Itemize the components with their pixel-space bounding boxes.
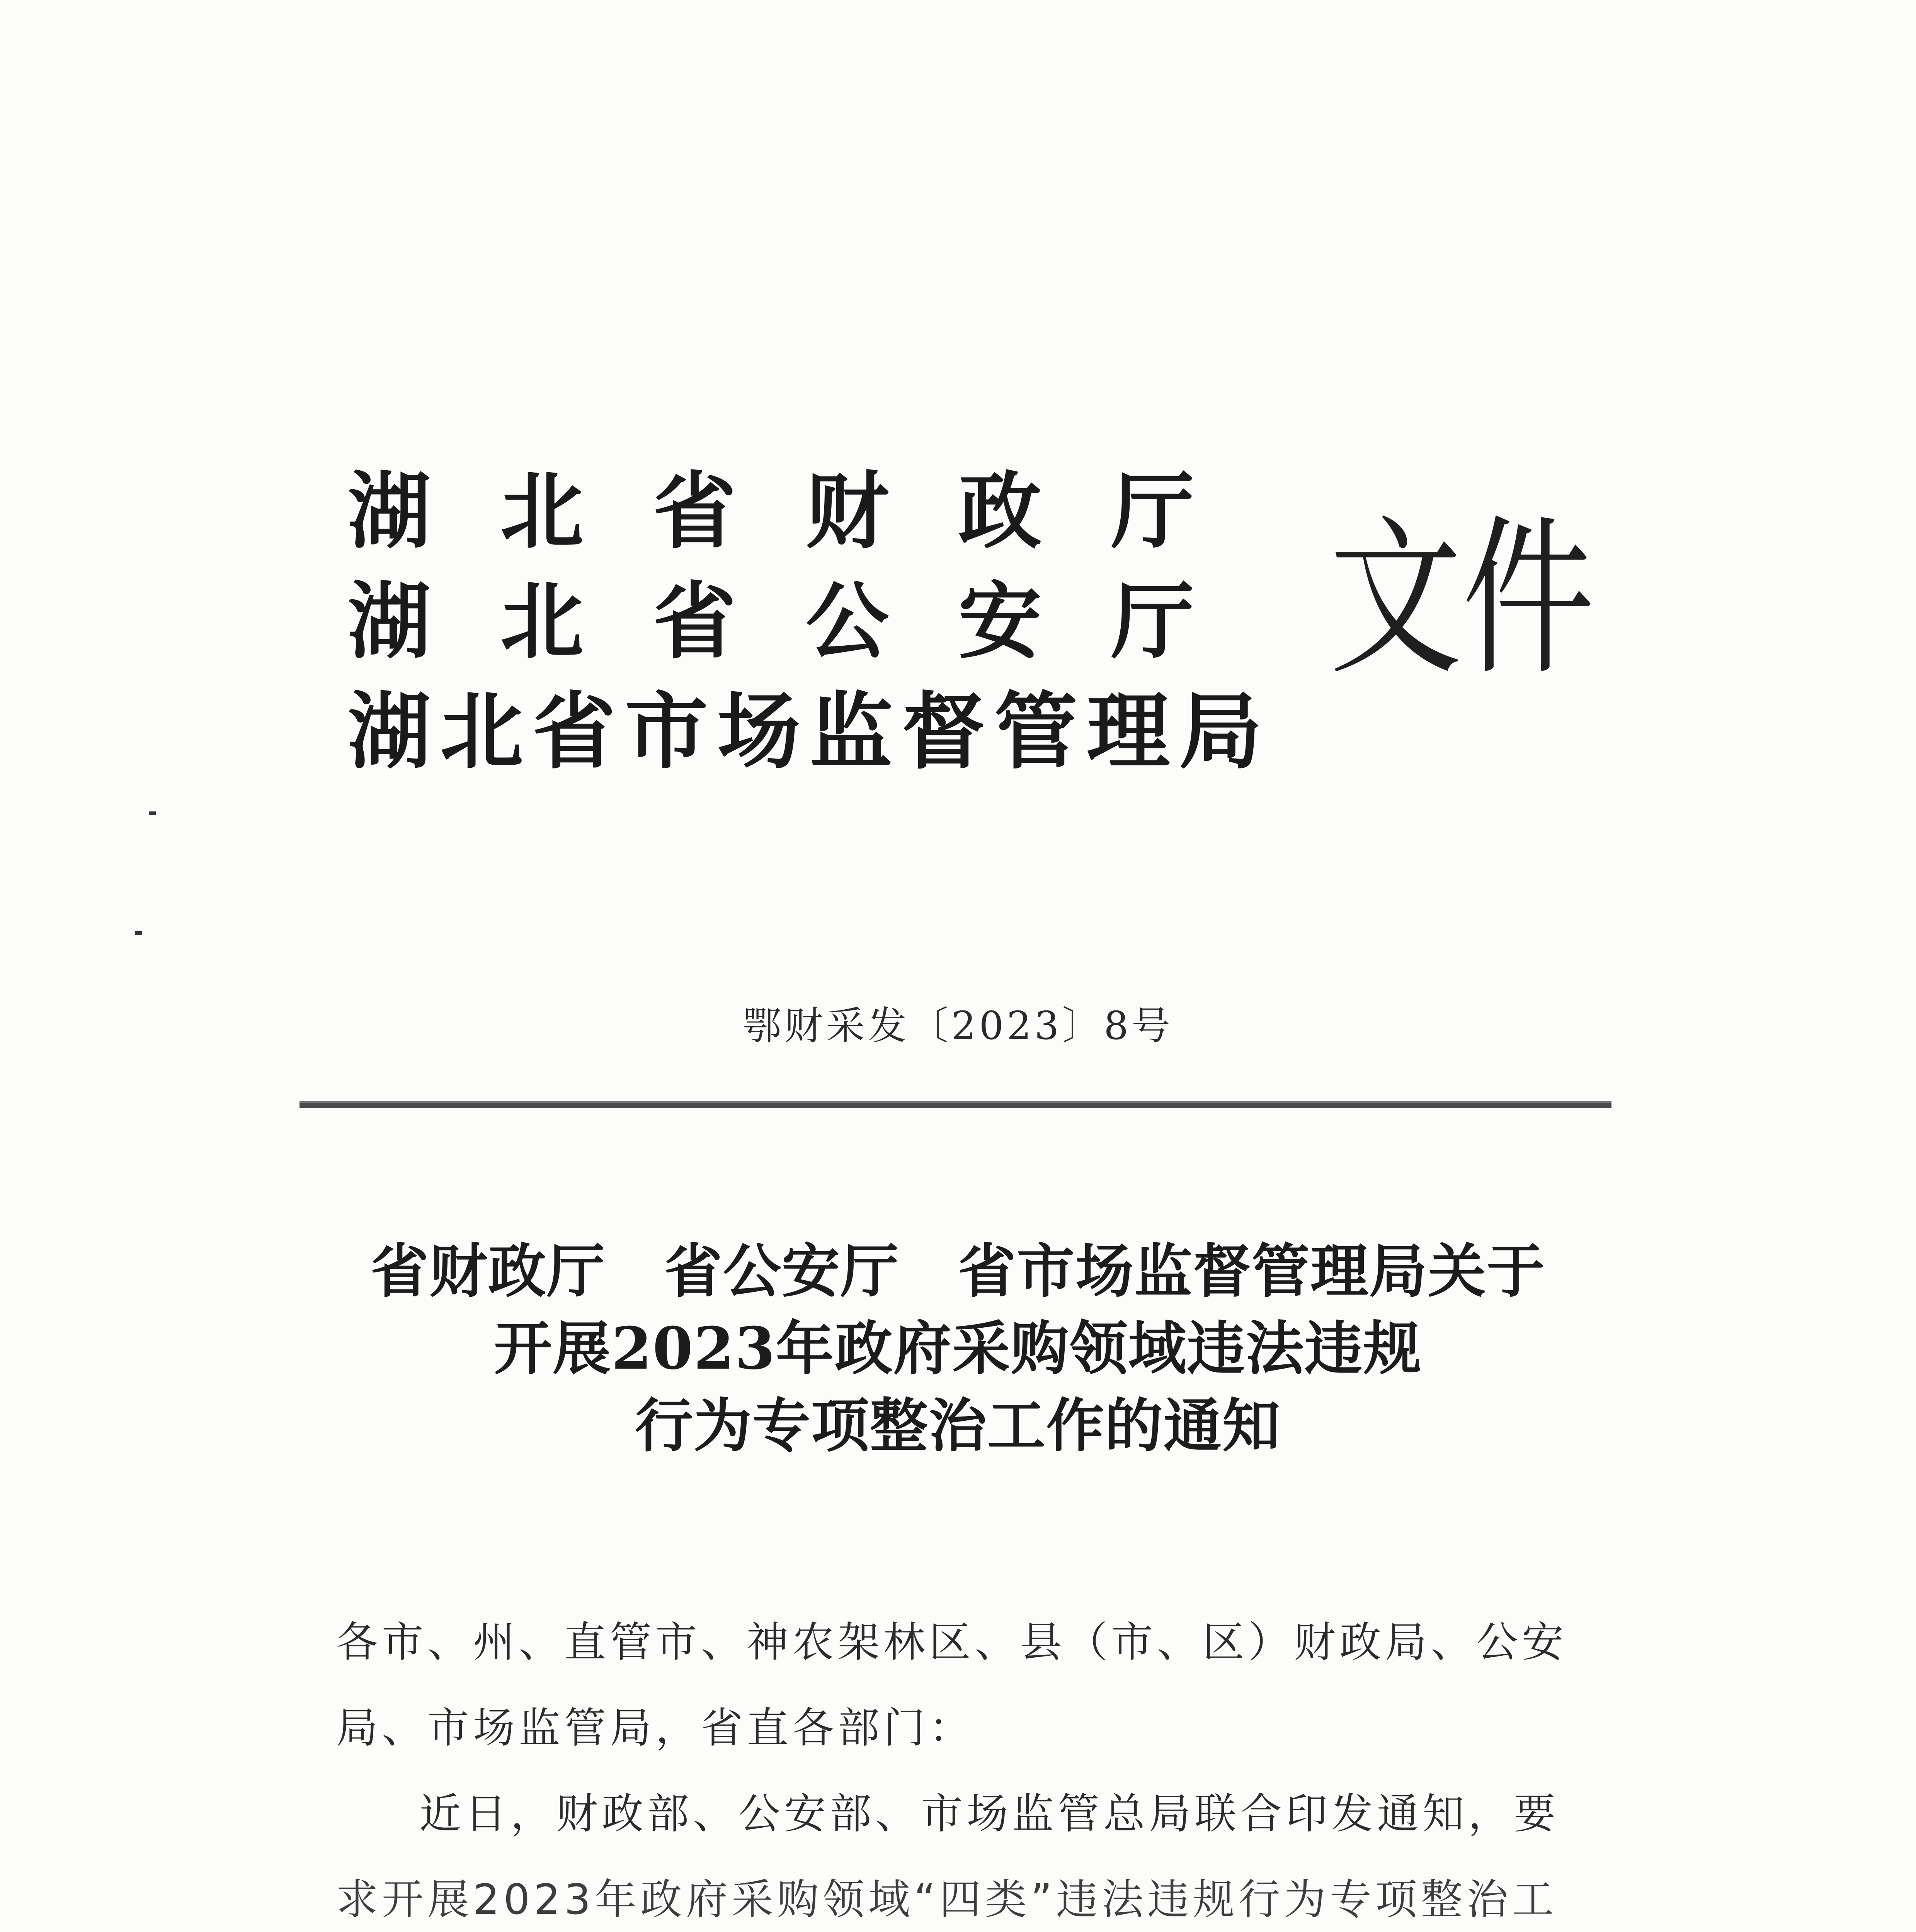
title-line: 开展2023年政府采购领域违法违规 bbox=[494, 1315, 1422, 1383]
issuer-block bbox=[348, 456, 1337, 786]
issuer-market-regulation-bureau: 湖北省市场监督管理局 bbox=[348, 682, 1271, 780]
paragraph-line: 近日，财政部、公安部、市场监管总局联合印发通知，要 bbox=[419, 1790, 1560, 1838]
document-number: 鄂财采发〔2023〕8号 bbox=[742, 1003, 1174, 1048]
paragraph-line: 求开展2023年政府采购领域“四类”违法违规行为专项整治工 bbox=[336, 1876, 1558, 1924]
addressee-line: 局、市场监管局，省直各部门： bbox=[336, 1704, 975, 1752]
document-title bbox=[0, 1233, 1916, 1464]
addressee-line: 各市、州、直管市、神农架林区、县（市、区）财政局、公安 bbox=[336, 1618, 1568, 1667]
title-line: 行为专项整治工作的通知 bbox=[635, 1392, 1281, 1460]
document-body bbox=[336, 1600, 1581, 1932]
scan-mark bbox=[135, 931, 142, 935]
title-line: 省财政厅 省公安厅 省市场监督管理局关于 bbox=[370, 1237, 1545, 1305]
header-divider bbox=[299, 1101, 1611, 1108]
issuer-finance-department: 湖北省财政厅 bbox=[348, 462, 1264, 560]
scan-mark bbox=[149, 811, 156, 815]
issuer-public-security-department: 湖北省公安厅 bbox=[348, 572, 1264, 670]
document-type-label: 文件 bbox=[1329, 500, 1595, 698]
